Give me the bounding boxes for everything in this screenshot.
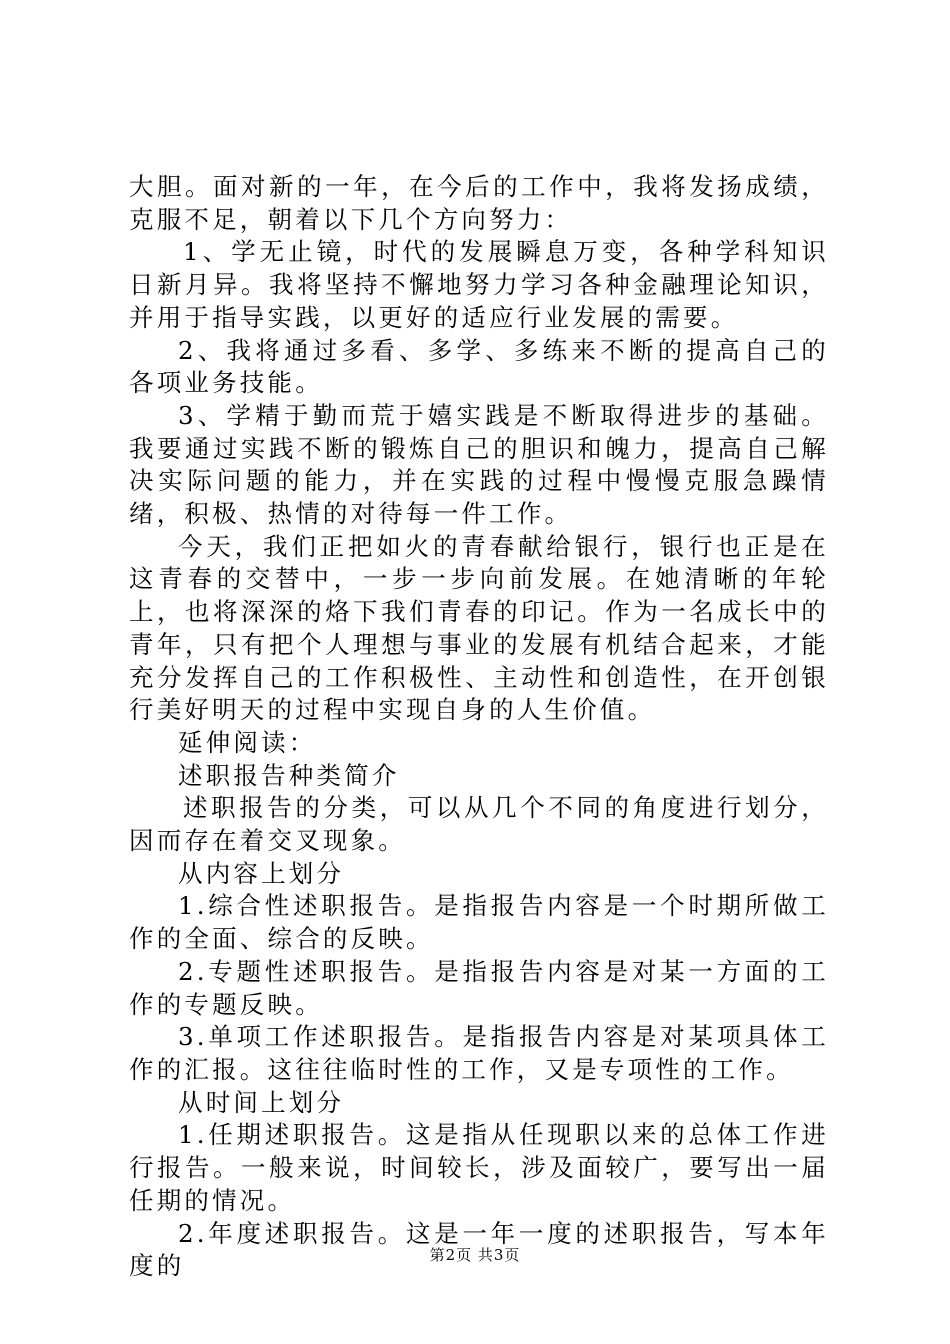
paragraph: 延伸阅读：: [178, 727, 317, 757]
paragraph: 1.综合性述职报告。是指报告内容是一个时期所做工作的全面、综合的反映。: [129, 891, 829, 954]
document-body: [129, 171, 829, 1283]
paragraph: 述职报告种类简介: [178, 760, 400, 790]
paragraph: 大胆。面对新的一年，在今后的工作中，我将发扬成绩，克服不足，朝着以下几个方向努力：: [129, 172, 829, 234]
page-number: 第2页 共3页: [429, 1246, 521, 1264]
paragraph: 述职报告的分类，可以从几个不同的角度进行划分，因而存在着交叉现象。: [129, 793, 829, 856]
paragraph: 2.专题性述职报告。是指报告内容是对某一方面的工作的专题反映。: [129, 956, 829, 1019]
paragraph: 3.单项工作述职报告。是指报告内容是对某项具体工作的汇报。这往往临时性的工作，又是专项性的工作。: [129, 1022, 829, 1084]
paragraph: 2.年度述职报告。这是一年一度的述职报告，写本年度的: [129, 1218, 829, 1281]
paragraph: 从内容上划分: [178, 858, 345, 888]
paragraph: 1.任期述职报告。这是指从任现职以来的总体工作进行报告。一般来说，时间较长，涉及面较广，要写出一届任期的情况。: [129, 1120, 829, 1215]
paragraph: 从时间上划分: [178, 1087, 345, 1117]
paragraph: 2、我将通过多看、多学、多练来不断的提高自己的各项业务技能。: [129, 335, 829, 398]
paragraph: 3、学精于勤而荒于嬉实践是不断取得进步的基础。我要通过实践不断的锻炼自己的胆识和魄力，提高自己解决实际问题的能力，并在实践的过程中慢慢克服急躁情绪，积极、热情的对待每一件工作。: [129, 400, 829, 529]
paragraph: 1、学无止镜，时代的发展瞬息万变，各种学科知识日新月异。我将坚持不懈地努力学习各种金融理论知识，并用于指导实践，以更好的适应行业发展的需要。: [129, 237, 829, 332]
paragraph: 今天，我们正把如火的青春献给银行，银行也正是在这青春的交替中，一步一步向前发展。在她清晰的年轮上，也将深深的烙下我们青春的印记。作为一名成长中的青年，只有把个人理想与事业的发展有机结合起来，才能充分发挥自己的工作积极性、主动性和创造性，在开创银行美好明天的过程中实现自身的人生价值。: [129, 531, 829, 725]
